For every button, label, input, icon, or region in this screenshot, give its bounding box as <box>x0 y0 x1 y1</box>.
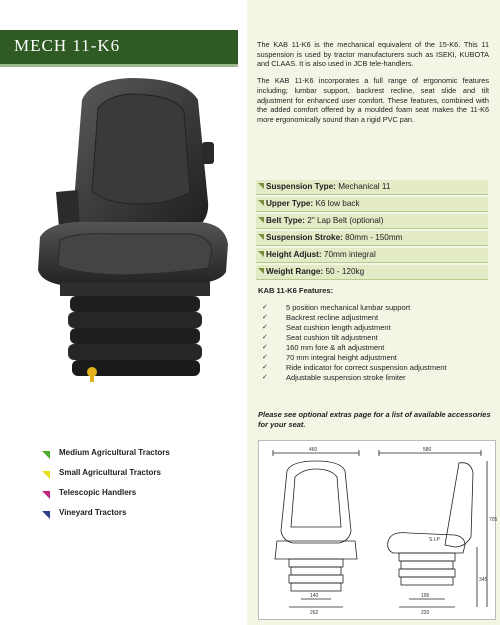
seat-illustration <box>20 72 245 402</box>
list-item: ✓ Seat cushion length adjustment <box>262 323 391 332</box>
dim-sip-label: S.I.P <box>429 537 440 543</box>
page-title: MECH 11-K6 <box>14 36 121 55</box>
yellow-triangle-icon <box>42 471 50 479</box>
check-icon: ✓ <box>262 344 268 351</box>
list-item: ✓ Backrest recline adjustment <box>262 313 379 322</box>
green-triangle-icon <box>42 451 50 459</box>
spec-row-belt-type: Belt Type: 2" Lap Belt (optional) <box>256 214 488 229</box>
dim-side-depth: 580 <box>423 447 432 453</box>
check-icon: ✓ <box>262 334 268 341</box>
check-icon: ✓ <box>262 354 268 361</box>
list-item: ✓ 5 position mechanical lumbar support <box>262 303 411 312</box>
dim-front-rail: 140 <box>310 593 319 599</box>
list-item: ✓ Ride indicator for correct suspension adjustment <box>262 363 447 372</box>
dim-side-rail: 195 <box>421 593 430 599</box>
spec-row-weight-range: Weight Range: 50 - 120kg <box>256 265 488 280</box>
spec-row-height-adjust: Height Adjust: 70mm integral <box>256 248 488 263</box>
dim-base-height: 345 <box>479 577 488 583</box>
dimension-drawing <box>259 441 498 619</box>
check-icon: ✓ <box>262 304 268 311</box>
bullet-triangle-icon <box>258 251 264 257</box>
bullet-triangle-icon <box>258 234 264 240</box>
accessories-note: Please see optional extras page for a list of available accessories for your seat. <box>258 410 491 430</box>
dim-side-height: 705 <box>489 517 498 523</box>
spec-row-suspension-stroke: Suspension Stroke: 80mm - 150mm <box>256 231 488 246</box>
bullet-triangle-icon <box>258 217 264 223</box>
spec-row-upper-type: Upper Type: K6 low back <box>256 197 488 212</box>
list-item: ✓ 70 mm integral height adjustment <box>262 353 397 362</box>
dim-side-base: 220 <box>421 610 430 616</box>
blue-triangle-icon <box>42 511 50 519</box>
check-icon: ✓ <box>262 314 268 321</box>
features-list <box>262 303 447 383</box>
bullet-triangle-icon <box>258 268 264 274</box>
dim-front-base: 262 <box>310 610 319 616</box>
check-icon: ✓ <box>262 324 268 331</box>
check-icon: ✓ <box>262 374 268 381</box>
intro-paragraph: The KAB 11-K6 is the mechanical equivalent of the 15-K6. This 11 suspension is used by tractor manufacturers such as ISEKI, KUBOTA and CLAAS. It is also used in JCB tele-handlers. <box>257 40 489 69</box>
list-item: ✓ 160 mm fore & aft adjustment <box>262 343 385 352</box>
list-item: ✓ Seat cushion tilt adjustment <box>262 333 378 342</box>
intro-paragraph: The KAB 11-K6 incorporates a full range of ergonomic features including; lumbar support, backrest recline, seat slide and tilt adjustment for enhanced user comfort. These features, combined with the added comfort offered by a moulded foam seat makes the 11-K6 more ergonomically sound than a rigid PVC pan. <box>257 76 489 124</box>
spec-row-suspension-type: Suspension Type: Mechanical 11 <box>256 180 488 195</box>
list-item: ✓ Adjustable suspension stroke limiter <box>262 373 406 382</box>
seat-photo <box>20 72 245 402</box>
intro-text <box>257 40 489 132</box>
magenta-triangle-icon <box>42 491 50 499</box>
left-panel: MECH 11-K6 Medium Agricultural Tractors Small Agricultural Tractors Telescopic Handlers Vineyard Tractors <box>0 0 247 625</box>
check-icon: ✓ <box>262 364 268 371</box>
bullet-triangle-icon <box>258 200 264 206</box>
bullet-triangle-icon <box>258 183 264 189</box>
technical-drawing <box>258 440 496 620</box>
features-heading: KAB 11-K6 Features: <box>258 286 334 295</box>
dim-front-width: 460 <box>309 447 318 453</box>
spec-list <box>256 180 488 282</box>
title-banner <box>0 30 238 67</box>
